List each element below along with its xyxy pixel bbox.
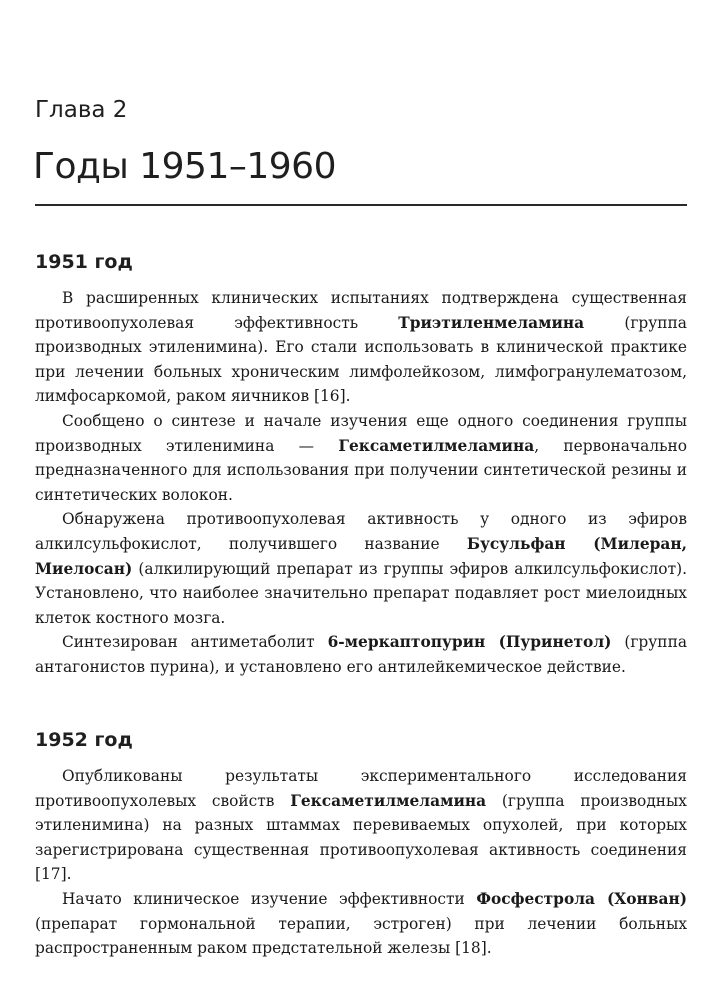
section-heading-1951: 1951 год — [35, 251, 133, 273]
paragraph — [35, 887, 687, 961]
chapter-label: Глава 2 — [35, 97, 128, 123]
title-divider — [35, 204, 687, 206]
text-run: (препарат гормональной терапии, эстроген) при лечении больных распространенным раком предстательной железы [18]. — [35, 914, 687, 958]
text-run: В расширенных клинических испытаниях подтверждена существенная противоопухолевая эффективность — [35, 289, 687, 332]
text-run: Опубликованы результаты экспериментального исследования противоопухолевых свойств — [35, 767, 687, 810]
drug-name: Триэтиленмеламина — [398, 313, 585, 332]
paragraph — [35, 764, 687, 887]
text-run: Синтезирован антиметаболит — [62, 633, 328, 652]
text-run: Сообщено о синтезе и начале изучения еще одного соединения группы производных этиленимина — — [35, 411, 687, 455]
text-run: , первоначально предназначенного для использования при получении синтетической резины и синтетических волокон. — [35, 436, 687, 504]
section-heading-1952: 1952 год — [35, 729, 133, 751]
drug-name: Фосфестрола (Хонван) — [476, 889, 687, 908]
text-run: Начато клиническое изучение эффективности — [62, 889, 477, 908]
drug-name: 6-меркаптопурин (Пуринетол) — [327, 633, 612, 652]
paragraph — [35, 286, 687, 409]
text-run: (группа антагонистов пурина), и установлено его антилейкемическое действие. — [35, 633, 687, 676]
section-body-1951 — [35, 286, 687, 680]
text-run: (группа производных этиленимина). Его стали использовать в клинической практике при лечении больных хроническим лимфолейкозом, лимфогранулематозом, лимфосаркомой, раком яичников [16]. — [35, 313, 687, 406]
text-run: (группа производных этиленимина) на разных штаммах перевиваемых опухолей, при которых зарегистрирована существенная противоопухолевая активность соединения [17]. — [35, 791, 687, 884]
text-run: (алкилирующий препарат из группы эфиров алкилсульфокислот). Установлено, что наиболее значительно препарат подавляет рост миелоидных клеток костного мозга. — [35, 559, 687, 627]
drug-name: Бусульфан (Милеран, Миелосан) — [35, 534, 688, 578]
paragraph — [35, 507, 687, 630]
drug-name: Гексаметилмеламина — [290, 791, 487, 810]
paragraph — [35, 630, 687, 679]
drug-name: Гексаметилмеламина — [338, 436, 535, 455]
text-run: Обнаружена противоопухолевая активность у одного из эфиров алкилсульфокислот, получившего название — [35, 510, 687, 553]
paragraph — [35, 409, 687, 507]
chapter-title: Годы 1951–1960 — [33, 146, 336, 187]
section-body-1952 — [35, 764, 687, 961]
